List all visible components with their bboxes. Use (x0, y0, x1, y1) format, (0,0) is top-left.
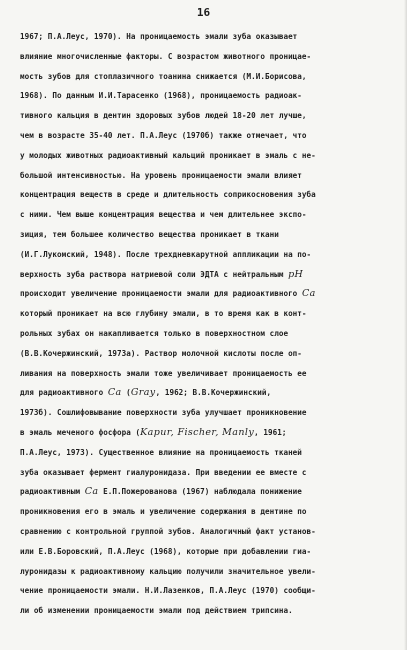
text-line (20, 383, 392, 403)
page-number: 16 (196, 6, 211, 19)
text-line (20, 542, 392, 562)
text-line (20, 344, 392, 364)
text-line (20, 245, 392, 265)
handwritten-insert: Са (84, 486, 99, 498)
text-line (20, 581, 392, 601)
text-line (20, 205, 392, 225)
typed-text: который проникает на всю глубину эмали, в то время как в конт- (20, 309, 307, 319)
typed-text: 1967; П.А.Леус, 1970). На проницаемость эмали зуба оказывает (20, 32, 298, 41)
typed-text: 1968). По данным И.И.Тарасенко (1968), проницаемость радиоак- (20, 91, 302, 101)
text-line (20, 47, 392, 67)
text-line (20, 106, 392, 126)
text-line (20, 86, 392, 106)
typed-text: П.А.Леус, 1973). Существенное влияние на проницаемость тканей (20, 447, 302, 457)
typed-text: (В.В.Кочержинский, 1973а). Раствор молочной кислоты после оп- (20, 348, 302, 358)
typed-text: Е.П.Пожерованова (1967) наблюдала понижение (98, 487, 302, 497)
text-line (20, 265, 392, 285)
text-line (20, 324, 392, 344)
typed-text: концентрация веществ в среде и длительность соприкосновения зуба (20, 190, 316, 200)
typed-text: зиция, тем большее количество вещества проникает в ткани (20, 229, 279, 239)
typed-text: 1973б). Сошлифовывание поверхности зуба улучшает проникновение (20, 408, 307, 418)
text-line (20, 403, 392, 423)
text-line (20, 146, 392, 166)
text-line (20, 364, 392, 384)
typed-text: (И.Г.Лукомский, 1948). После трехдневкарутной аппликации на по- (20, 249, 312, 259)
typed-text: проникновения его в эмаль и увеличение содержания в дентине по (20, 507, 307, 517)
typed-text: или Е.В.Боровский, П.А.Леус (1968), которые при добавлении гиа- (20, 546, 312, 556)
text-line (20, 284, 392, 304)
typed-text: ( (121, 388, 131, 398)
text-line (20, 601, 392, 621)
text-line (20, 423, 392, 443)
typed-text: зуба оказывает фермент гиалуронидаза. При введении ее вместе с (20, 467, 307, 477)
text-line (20, 27, 392, 47)
handwritten-insert: рН (288, 268, 304, 280)
typed-text: большой интенсивностью. На уровень проницаемости эмали влияет (20, 170, 302, 180)
typed-text: чение проницаемости эмали. Н.И.Лазенков, П.А.Леус (1970) сообщи- (20, 586, 316, 596)
typed-text: ли об изменении проницаемости эмали под действием трипсина. (20, 606, 293, 616)
body-text (20, 27, 392, 621)
handwritten-insert: Са (107, 387, 122, 399)
text-line (20, 443, 392, 463)
text-line (20, 502, 392, 522)
typed-text: ливания на поверхность эмали тоже увеличивает проницаемость ее (20, 368, 307, 378)
text-line (20, 522, 392, 542)
typed-text: для радиоактивного (20, 388, 108, 398)
text-line (20, 463, 392, 483)
typed-text: происходит увеличение проницаемости эмали для радиоактивного (20, 289, 302, 299)
typed-text: рольных зубах он накапливается только в поверхностном слое (20, 328, 289, 338)
text-line (20, 482, 392, 502)
typed-text: мость зубов для стоплазичного тоанина снижается (М.И.Борисова, (20, 71, 307, 81)
handwritten-insert: Kapur, Fischer, Manly (140, 426, 255, 438)
text-line (20, 304, 392, 324)
typed-text: верхность зуба раствора натриевой соли ЭДТА с нейтральным (20, 269, 289, 279)
typed-text: в эмаль меченого фосфора ( (20, 427, 141, 437)
text-line (20, 562, 392, 582)
typed-text: радиоактивным (20, 487, 85, 497)
text-line (20, 166, 392, 186)
text-line (20, 225, 392, 245)
typed-text: , 1962; В.В.Кочержинский, (155, 388, 272, 398)
typed-text: луронидазы к радиоактивному кальцию получили значительное увели- (20, 566, 316, 576)
handwritten-insert: Са (301, 288, 316, 300)
typed-text: чем в возрасте 35-40 лет. П.А.Леус (1970б) также отмечает, что (20, 130, 307, 140)
typed-text: с ними. Чем выше концентрация вещества и чем длительнее экспо- (20, 210, 307, 220)
typed-text: , 1961; (254, 427, 287, 437)
text-line (20, 126, 392, 146)
text-line (20, 185, 392, 205)
typed-text: сравнению с контрольной группой зубов. Аналогичный факт установ- (20, 526, 316, 536)
handwritten-insert: Gray (130, 387, 156, 399)
typed-text: влияние многочисленные факторы. С возрастом животного проницае- (20, 51, 312, 61)
typed-text: у молодых животных радиоактивный кальций проникает в эмаль с не- (20, 150, 316, 160)
text-line (20, 67, 392, 87)
typed-text: тивного кальция в дентин здоровых зубов людей 18-20 лет лучше, (20, 111, 307, 121)
